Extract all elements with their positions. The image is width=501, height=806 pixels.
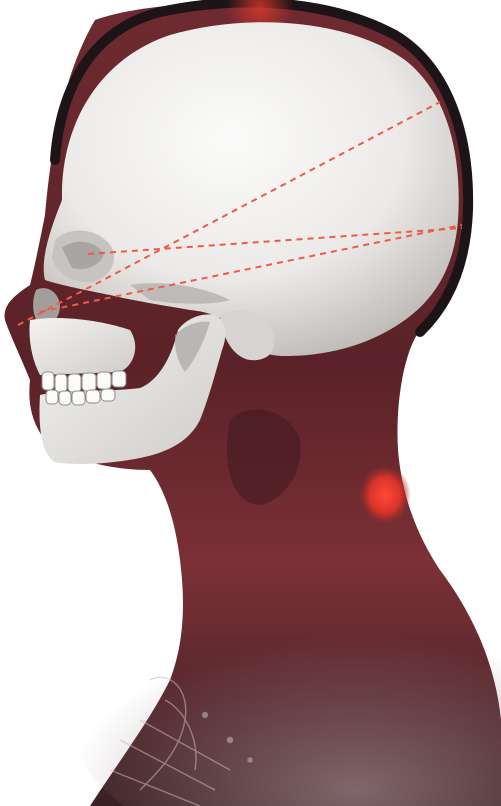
neck-hotspot bbox=[359, 465, 411, 525]
shoulder-highlight bbox=[70, 580, 501, 806]
